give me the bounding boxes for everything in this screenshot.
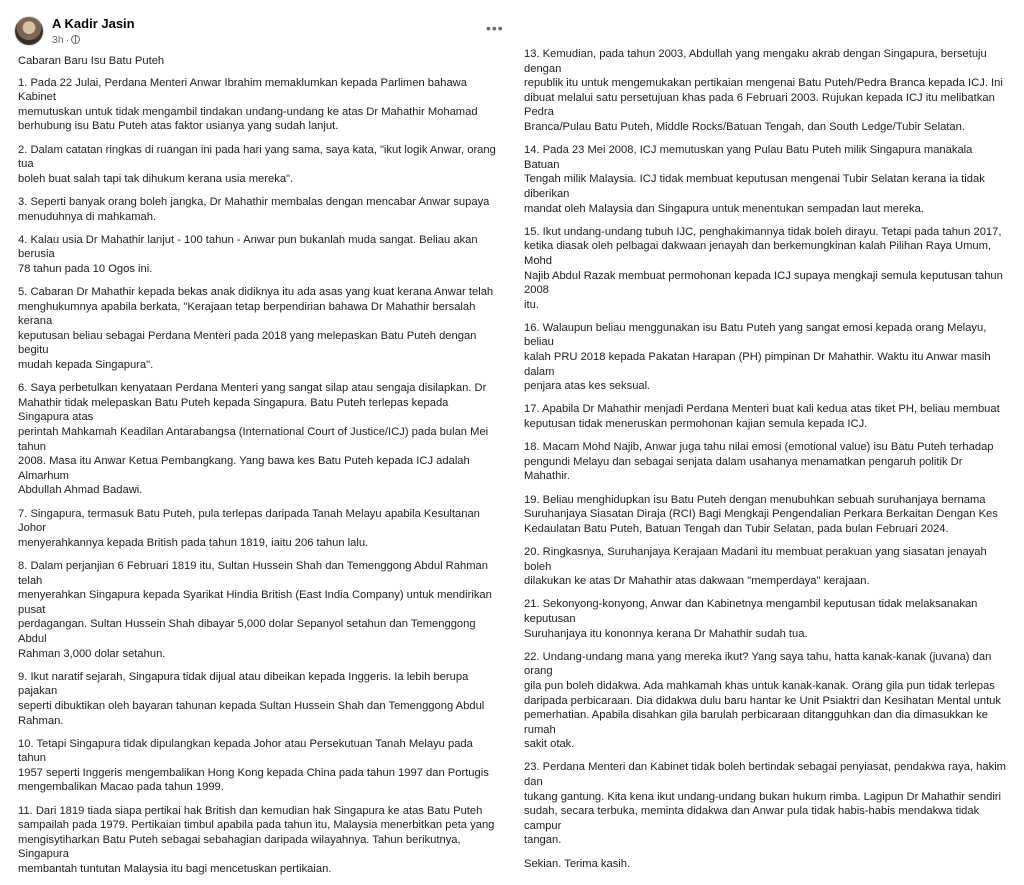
post-paragraph: 21. Sekonyong-konyong, Anwar dan Kabinetnya mengambil keputusan tidak melaksanakan keputusan Suruhanjaya itu kononnya kerana Dr Mahathir sudah tua.: [524, 598, 978, 640]
closing-text: Sekian. Terima kasih.: [524, 857, 631, 870]
post-paragraph: 16. Walaupun beliau menggunakan isu Batu Puteh yang sangat emosi kepada orang Melayu, beliau kalah PRU 2018 kepada Pakatan Harapan (PH) pimpinan Dr Mahathir. Waktu itu Anwar masih dalam penjara atas kes seksual.: [524, 321, 991, 393]
post-paragraph: 2. Dalam catatan ringkas di ruangan ini pada hari yang sama, saya kata, "ikut logik Anwar, orang tua boleh buat salah tapi tak dihukum kerana usia mereka".: [18, 143, 496, 185]
left-paragraphs: [18, 76, 500, 877]
post-paragraph: 11. Dari 1819 tiada siapa pertikai hak British dan kemudian hak Singapura ke atas Batu Puteh sampailah pada 1979. Pertikaian timbul apabila pada tahun itu, Malaysia menerbitkan peta yang mengisytiharkan Batu Puteh sebagai sebahagian daripada wilayahnya. Tahun berikutnya, Singapura membantah tuntutan Malaysia itu bagi mencetuskan pertikaian.: [18, 804, 495, 876]
post-paragraph: 14. Pada 23 Mei 2008, ICJ memutuskan yang Pulau Batu Puteh milik Singapura manakala Batuan Tengah milik Malaysia. ICJ tidak membuat keputusan mengenai Tubir Selatan kerana ia tidak diberikan mandat oleh Malaysia dan Singapura untuk menentukan sempadan laut mereka.: [524, 144, 985, 215]
post-paragraph: 8. Dalam perjanjian 6 Februari 1819 itu, Sultan Hussein Shah dan Temenggong Abdul Rahman telah menyerahkan Singapura kepada Syarikat Hindia British (East India Company) untuk mendirikan pusat perdagangan. Sultan Hussein Shah dibayar 5,000 dolar Sepanyol setahun dan Temenggong Abdul Rahman 3,000 dolar setahun.: [18, 559, 492, 660]
post-paragraph: 6. Saya perbetulkan kenyataan Perdana Menteri yang sangat silap atau sengaja disilapkan. Dr Mahathir tidak melepaskan Batu Puteh kepada Singapura. Batu Puteh terlepas kepada Singapura atas perintah Mahkamah Keadilan Antarabangsa (International Court of Justice/ICJ) pada bulan Mei tahun 2008. Masa itu Anwar Ketua Pembangkang. Yang bawa kes Batu Puteh kepada ICJ adalah Almarhum Abdullah Ahmad Badawi.: [18, 382, 489, 497]
post-paragraph: 17. Apabila Dr Mahathir menjadi Perdana Menteri buat kali kedua atas tiket PH, beliau membuat keputusan tidak meneruskan permohonan kajian semula kepada ICJ.: [524, 403, 1000, 431]
post-paragraph: 9. Ikut naratif sejarah, Singapura tidak dijual atau dibeikan kepada Inggeris. Ia lebih berupa pajakan seperti dibuktikan oleh bayaran tahunan kepada Sultan Hussein Shah dan Temenggong Abdul Rahman.: [18, 670, 485, 727]
post-paragraph: 1. Pada 22 Julai, Perdana Menteri Anwar Ibrahim memaklumkan kepada Parlimen bahawa Kabinet memutuskan untuk tidak mengambil tindakan undang-undang ke atas Dr Mahathir Mohamad berhubung isu Batu Puteh atas faktor usianya yang sudah lanjut.: [18, 76, 478, 133]
globe-icon: [71, 35, 80, 44]
author-name[interactable]: A Kadir Jasin: [52, 15, 135, 31]
avatar[interactable]: [14, 16, 44, 46]
post-body-left-column: [18, 54, 500, 885]
post-header: [14, 14, 135, 48]
post-paragraph: 23. Perdana Menteri dan Kabinet tidak boleh bertindak sebagai penyiasat, pendakwa raya, hakim dan tukang gantung. Kita kena ikut undang-undang bukan hukum rimba. Lagipun Dr Mahathir sendiri sudah, secara terbuka, meminta didakwa dan Anwar pula tidak habis-habis mendakwa tidak campur tangan.: [524, 761, 1006, 847]
post-paragraph: 13. Kemudian, pada tahun 2003, Abdullah yang mengaku akrab dengan Singapura, bersetuju dengan republik itu untuk mengemukakan pertikaian mengenai Batu Puteh/Pedra Branca kepada ICJ. Ini dibuat melalui satu persetujuan khas pada 6 Februari 2003. Rujukan kepada ICJ itu melibatkan Pedra Branca/Pulau Batu Puteh, Middle Rocks/Batuan Tengah, dan South Ledge/Tubir Selatan.: [524, 48, 1003, 133]
post-paragraph: 19. Beliau menghidupkan isu Batu Puteh dengan menubuhkan sebuah suruhanjaya bernama Suruhanjaya Siasatan Diraja (RCI) Bagi Mengkaji Pengendalian Perkara Berkaitan Dengan Kes Kedaulatan Batu Puteh, Batuan Tengah dan Tubir Selatan, pada bulan Februari 2024.: [524, 493, 998, 535]
post-body-right-column: [524, 47, 1010, 871]
post-paragraph: 15. Ikut undang-undang tubuh IJC, penghakimannya tidak boleh dirayu. Tetapi pada tahun 2017, ketika diasak oleh pelbagai dakwaan jenayah dan berkemungkinan kalah Pilihan Raya Umum, Mohd Najib Abdul Razak membuat permohonan kepada ICJ supaya mengkaji semula keputusan tahun 2008 itu.: [524, 225, 1003, 311]
post-paragraph: 3. Seperti banyak orang boleh jangka, Dr Mahathir membalas dengan mencabar Anwar supaya menuduhnya di mahkamah.: [18, 195, 490, 223]
right-paragraphs: [524, 47, 1010, 848]
post-paragraph: 5. Cabaran Dr Mahathir kepada bekas anak didiknya itu ada asas yang kuat kerana Anwar telah menghukumnya apabila berkata, "Kerajaan tetap berpendirian bahawa Dr Mahathir bersalah kerana keputusan beliau sebagai Perdana Menteri pada 2018 yang melepaskan Batu Puteh dengan begitu mudah kepada Singapura".: [18, 286, 494, 372]
post-paragraph: 18. Macam Mohd Najib, Anwar juga tahu nilai emosi (emotional value) isu Batu Puteh terhadap pengundi Melayu dan sebagai senjata dalam usahanya menamatkan pengaruh politik Dr Mahathir.: [524, 441, 994, 483]
meta-dot: ·: [65, 33, 70, 46]
post-paragraph: 22. Undang-undang mana yang mereka ikut? Yang saya tahu, hatta kanak-kanak (juvana) dan orang gila pun boleh didakwa. Ada mahkamah khas untuk kanak-kanak. Orang gila pun tidak terlepas daripada perbicaraan. Dia didakwa dulu baru hantar ke Unit Psiaktri dan Kesihatan Mental untuk pemerhatian. Apabila disahkan gila barulah perbicaraan ditangguhkan dan dia dimasukkan ke rumah sakit otak.: [524, 650, 1001, 751]
post-meta: [52, 34, 135, 47]
author-block: [52, 16, 135, 46]
post-paragraph: 4. Kalau usia Dr Mahathir lanjut - 100 tahun - Anwar pun bukanlah muda sangat. Beliau akan berusia 78 tahun pada 10 Ogos ini.: [18, 233, 478, 275]
post-paragraph: 7. Singapura, termasuk Batu Puteh, pula terlepas daripada Tanah Melayu apabila Kesultanan Johor menyerahkannya kepada British pada tahun 1819, iaitu 206 tahun lalu.: [18, 507, 480, 549]
post-time[interactable]: 3h: [52, 33, 64, 46]
more-dots-icon[interactable]: •••: [486, 20, 504, 36]
post-paragraph: 20. Ringkasnya, Suruhanjaya Kerajaan Madani itu membuat perakuan yang siasatan jenayah boleh dilakukan ke atas Dr Mahathir atas dakwaan "memperdaya" kerajaan.: [524, 545, 987, 588]
post-title: Cabaran Baru Isu Batu Puteh: [18, 55, 165, 67]
post-paragraph: 10. Tetapi Singapura tidak dipulangkan kepada Johor atau Persekutuan Tanah Melayu pada tahun 1957 seperti Inggeris mengembalikan Hong Kong kepada China pada tahun 1997 dan Portugis mengembalikan Macao pada tahun 1999.: [18, 737, 489, 794]
